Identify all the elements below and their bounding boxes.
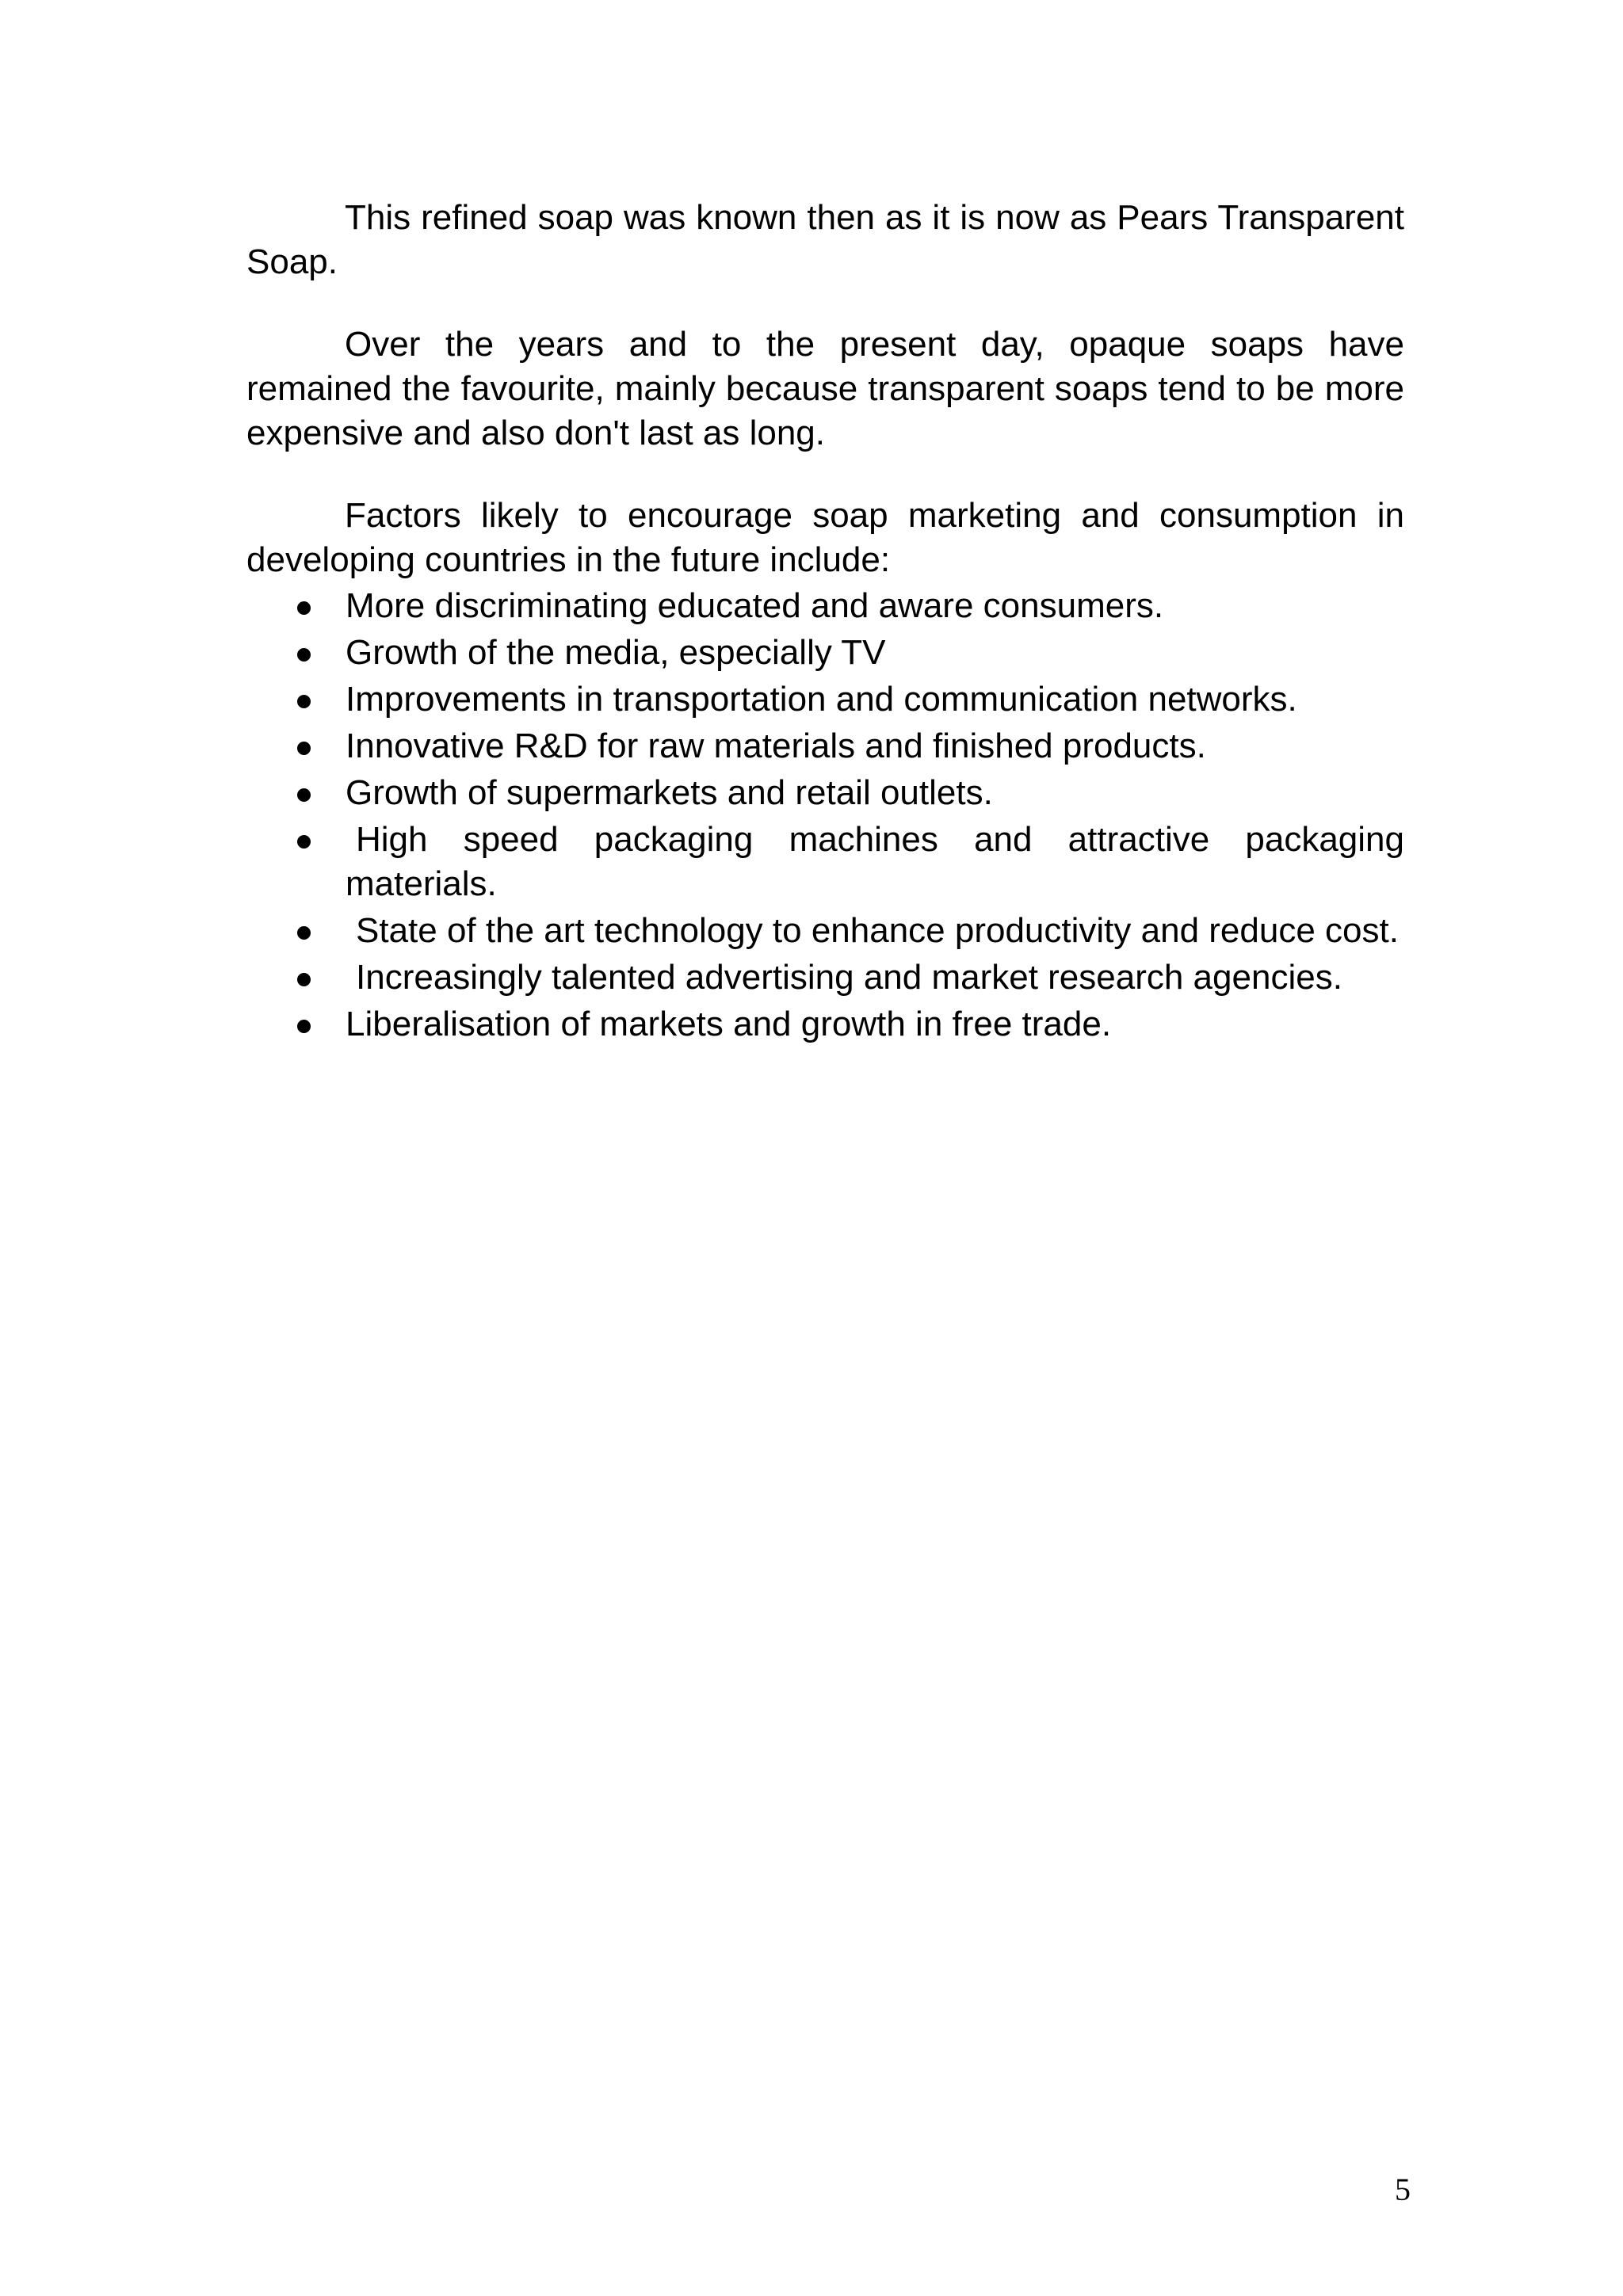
bullet-dot-icon [297, 835, 311, 849]
list-item [246, 955, 1404, 1000]
list-item-text: High speed packaging machines and attractive packaging materials. [346, 820, 1404, 903]
bullet-dot-icon [297, 926, 311, 940]
bullet-dot-icon [297, 973, 311, 986]
page-body [246, 196, 1404, 1049]
page-number: 5 [1395, 2172, 1411, 2207]
bullet-dot-icon [297, 742, 311, 755]
list-item [246, 771, 1404, 815]
list-item-text: Increasingly talented advertising and market research agencies. [356, 958, 1342, 997]
paragraph-list-intro: Factors likely to encourage soap marketing and consumption in developing countries in the future include: [246, 496, 1404, 579]
list-item [246, 677, 1404, 722]
list-item [246, 724, 1404, 769]
list-item [246, 909, 1404, 953]
paragraph-opaque-soaps: Over the years and to the present day, opaque soaps have remained the favourite, mainly because transparent soaps tend to be more expensive and also don't last as long. [246, 325, 1404, 452]
bullet-dot-icon [297, 648, 311, 662]
bullet-dot-icon [297, 695, 311, 708]
list-item [246, 818, 1404, 906]
list-item [246, 1002, 1404, 1047]
bullet-dot-icon [297, 1020, 311, 1033]
list-item-text: More discriminating educated and aware consumers. [346, 586, 1164, 625]
bullet-dot-icon [297, 601, 311, 615]
list-item-text: Innovative R&D for raw materials and finished products. [346, 727, 1206, 765]
list-item-text: Growth of supermarkets and retail outlets. [346, 773, 993, 812]
list-item-text: State of the art technology to enhance productivity and reduce cost. [356, 911, 1399, 950]
bullet-dot-icon [297, 788, 311, 802]
list-item-text: Growth of the media, especially TV [346, 633, 886, 672]
list-item-text: Improvements in transportation and communication networks. [346, 680, 1297, 719]
factors-list [246, 584, 1404, 1047]
list-item [246, 584, 1404, 628]
list-item [246, 631, 1404, 675]
list-item-text: Liberalisation of markets and growth in free trade. [346, 1005, 1112, 1043]
paragraph-pears-soap: This refined soap was known then as it is now as Pears Transparent Soap. [246, 198, 1404, 281]
